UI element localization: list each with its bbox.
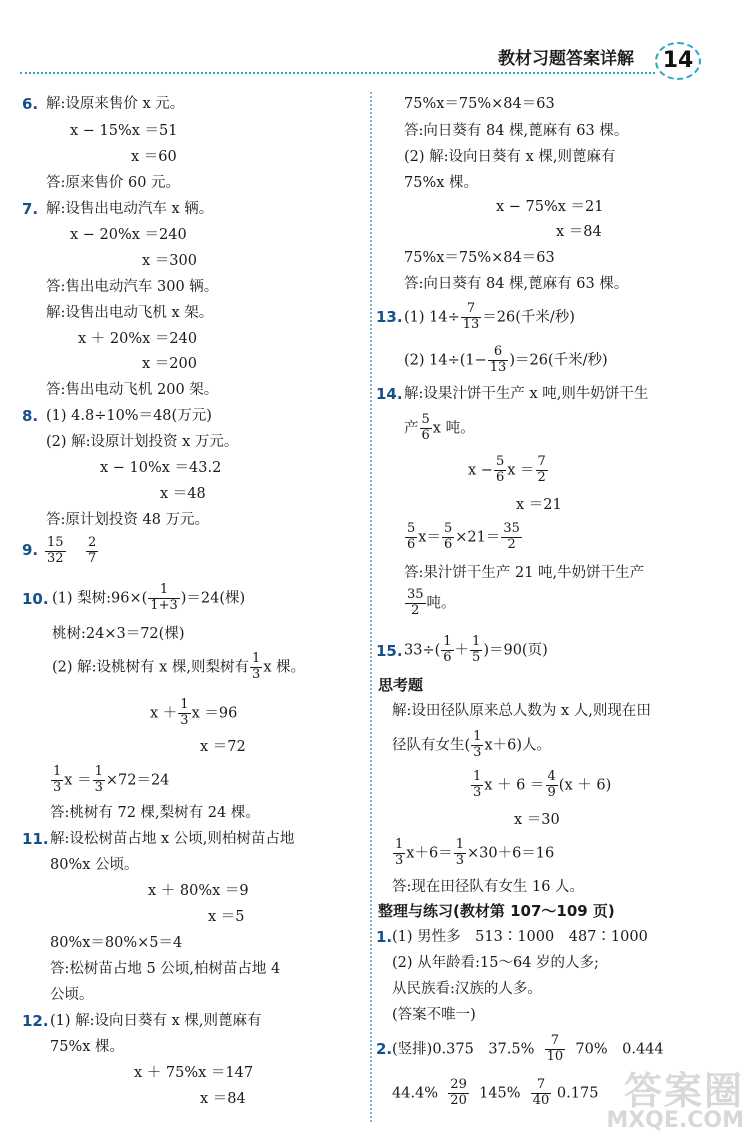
- fraction: $\frac{1}{5}$: [472, 634, 481, 665]
- q8-answer: 答:原计划投资 48 万元。: [46, 512, 210, 528]
- q11-number: 11.: [22, 830, 49, 848]
- q10-line: x ＋ $\frac{1}{3}$ x ＝96: [150, 697, 238, 728]
- fraction: $\frac{1}{1+3}$: [150, 582, 178, 613]
- r1-line: (1) 男性多 513∶1000 487∶1000: [392, 929, 648, 945]
- q6-line: x ＝60: [131, 149, 177, 165]
- q9-answer: [44, 536, 99, 567]
- q12-answer: 答:向日葵有 84 棵,蓖麻有 63 棵。: [404, 123, 629, 139]
- r1-number: 1.: [376, 928, 393, 946]
- section-title-review: 整理与练习(教材第 107～109 页): [378, 902, 615, 920]
- q8-number: 8.: [22, 407, 39, 425]
- q7-line: 解:设售出电动汽车 x 辆。: [46, 201, 214, 217]
- q11-line: x ＝5: [208, 909, 245, 925]
- q6-answer: 答:原来售价 60 元。: [46, 175, 181, 191]
- q13-line: (1) 14÷ $\frac{7}{13}$ ＝26(千米/秒): [404, 301, 575, 332]
- q7-number: 7.: [22, 200, 39, 218]
- r1-line: (答案不唯一): [392, 1007, 476, 1023]
- header-divider: [20, 72, 655, 74]
- think-line: $\frac{1}{3}$ x ＋ 6 ＝ $\frac{4}{9}$ (x ＋ 6): [473, 769, 612, 800]
- r2-line: (竖排)0.375 37.5% $\frac{7}{10}$ 70% 0.444: [392, 1033, 664, 1064]
- r2-line: 44.4% $\frac{29}{20}$ 145% $\frac{7}{40}$ 0.175: [392, 1077, 599, 1108]
- q7-answer: 答:售出电动飞机 200 架。: [46, 382, 219, 398]
- q13-line: (2) 14÷(1− $\frac{6}{13}$ )＝26(千米/秒): [404, 344, 608, 375]
- fraction: $\frac{15}{32}$: [47, 535, 64, 566]
- q12-line: 75%x 棵。: [404, 175, 479, 191]
- fraction: $\frac{2}{7}$: [87, 535, 97, 566]
- q6-number: 6.: [22, 95, 39, 113]
- fraction: $\frac{7}{13}$: [462, 301, 480, 332]
- q6-line: 解:设原来售价 x 元。: [46, 96, 185, 112]
- fraction: $\frac{35}{2}$: [503, 521, 520, 552]
- q12-line: x − 75%x ＝21: [496, 199, 604, 215]
- think-line: 径队有女生( $\frac{1}{3}$ x＋6)人。: [392, 729, 552, 760]
- fraction: $\frac{5}{6}$: [421, 412, 430, 443]
- fraction: $\frac{1}{6}$: [443, 634, 452, 665]
- fraction: $\frac{1}{3}$: [473, 729, 482, 760]
- q14-number: 14.: [376, 385, 403, 403]
- fraction: $\frac{6}{13}$: [489, 344, 507, 375]
- fraction: $\frac{7}{40}$: [532, 1077, 550, 1108]
- header-title: 教材习题答案详解: [498, 49, 634, 69]
- q14-line: x − $\frac{5}{6}$ x ＝ $\frac{7}{2}$: [468, 454, 546, 485]
- q8-line: (1) 4.8÷10%＝48(万元): [46, 408, 212, 424]
- q15-line: 33÷( $\frac{1}{6}$ ＋ $\frac{1}{5}$ )＝90(页): [404, 634, 548, 665]
- q12-line: 75%x＝75%×84＝63: [404, 250, 555, 266]
- fraction: $\frac{4}{9}$: [547, 769, 556, 800]
- r1-line: 从民族看:汉族的人多。: [392, 981, 542, 997]
- fraction: $\frac{1}{3}$: [473, 769, 482, 800]
- fraction: $\frac{35}{2}$: [407, 587, 424, 618]
- fraction: $\frac{29}{20}$: [450, 1077, 467, 1108]
- q10-line: (1) 梨树:96×( $\frac{1}{1+3}$ )＝24(棵): [52, 582, 246, 613]
- q12-line: (2) 解:设向日葵有 x 棵,则蓖麻有: [404, 149, 616, 165]
- q12-number: 12.: [22, 1012, 49, 1030]
- page-number: 14: [655, 42, 701, 80]
- q14-line: x ＝21: [516, 497, 562, 513]
- q9-number: 9.: [22, 541, 39, 559]
- think-answer: 答:现在田径队有女生 16 人。: [392, 879, 585, 895]
- q7-line: x − 20%x ＝240: [70, 227, 187, 243]
- q11-line: 80%x＝80%×5＝4: [50, 935, 183, 951]
- q7-line: 解:设售出电动飞机 x 架。: [46, 305, 214, 321]
- q14-answer: $\frac{35}{2}$ 吨。: [407, 587, 456, 618]
- think-line: 解:设田径队原来总人数为 x 人,则现在田: [392, 703, 651, 719]
- fraction: $\frac{5}{6}$: [495, 454, 505, 485]
- q12-line: 75%x＝75%×84＝63: [404, 96, 555, 112]
- column-divider: [370, 92, 372, 1122]
- think-line: $\frac{1}{3}$ x＋6＝ $\frac{1}{3}$ ×30＋6＝16: [395, 837, 555, 868]
- fraction: $\frac{1}{3}$: [180, 697, 189, 728]
- r1-line: (2) 从年龄看:15～64 岁的人多;: [392, 955, 599, 971]
- q12-answer: 答:向日葵有 84 棵,蓖麻有 63 棵。: [404, 276, 629, 292]
- q13-number: 13.: [376, 308, 403, 326]
- q10-line: 桃树:24×3＝72(棵): [52, 626, 185, 642]
- q7-answer: 答:售出电动汽车 300 辆。: [46, 279, 219, 295]
- r2-number: 2.: [376, 1040, 393, 1058]
- fraction: $\frac{1}{3}$: [395, 837, 404, 868]
- think-line: x ＝30: [514, 812, 560, 828]
- fraction: $\frac{7}{10}$: [546, 1033, 564, 1064]
- q10-line: x ＝72: [200, 739, 246, 755]
- fraction: $\frac{1}{3}$: [53, 764, 62, 795]
- q11-answer: 答:松树苗占地 5 公顷,柏树苗占地 4: [50, 961, 281, 977]
- q12-line: x ＋ 75%x ＝147: [134, 1065, 254, 1081]
- fraction: $\frac{5}{6}$: [443, 521, 453, 552]
- q15-number: 15.: [376, 642, 403, 660]
- q14-line: 解:设果汁饼干生产 x 吨,则牛奶饼干生: [404, 386, 649, 402]
- q12-line: 75%x 棵。: [50, 1039, 125, 1055]
- q7-line: x ＝200: [142, 356, 197, 372]
- q8-line: x − 10%x ＝43.2: [100, 460, 222, 476]
- q8-line: (2) 解:设原计划投资 x 万元。: [46, 434, 239, 450]
- q12-line: (1) 解:设向日葵有 x 棵,则蓖麻有: [50, 1013, 262, 1029]
- q6-line: x − 15%x ＝51: [70, 123, 178, 139]
- q10-line: (2) 解:设桃树有 x 棵,则梨树有 $\frac{1}{3}$ x 棵。: [52, 651, 306, 682]
- fraction: $\frac{1}{3}$: [252, 651, 261, 682]
- fraction: $\frac{5}{6}$: [407, 521, 416, 552]
- q10-answer: 答:桃树有 72 棵,梨树有 24 棵。: [50, 805, 260, 821]
- q14-line: 产 $\frac{5}{6}$ x 吨。: [404, 412, 475, 443]
- q14-answer: 答:果汁饼干生产 21 吨,牛奶饼干生产: [404, 565, 645, 581]
- fraction: $\frac{7}{2}$: [537, 454, 546, 485]
- q12-line: x ＝84: [200, 1091, 246, 1107]
- watermark-logo: 答案圈 MXQE.COM: [606, 1069, 744, 1133]
- q11-line: 80%x 公顷。: [50, 857, 139, 873]
- q12-line: x ＝84: [556, 224, 602, 240]
- fraction: $\frac{1}{3}$: [94, 764, 103, 795]
- fraction: $\frac{1}{3}$: [455, 837, 464, 868]
- q10-line: $\frac{1}{3}$ x ＝ $\frac{1}{3}$ ×72＝24: [53, 764, 170, 795]
- q10-number: 10.: [22, 590, 49, 608]
- q11-line: x ＋ 80%x ＝9: [148, 883, 249, 899]
- q11-answer: 公顷。: [50, 987, 94, 1003]
- q7-line: x ＋ 20%x ＝240: [78, 331, 198, 347]
- section-title-thinking: 思考题: [378, 676, 424, 694]
- q11-line: 解:设松树苗占地 x 公顷,则柏树苗占地: [50, 831, 295, 847]
- q14-line: $\frac{5}{6}$ x＝ $\frac{5}{6}$ ×21＝ $\frac{35}{2}$: [407, 521, 520, 552]
- q7-line: x ＝300: [142, 253, 197, 269]
- q8-line: x ＝48: [160, 486, 206, 502]
